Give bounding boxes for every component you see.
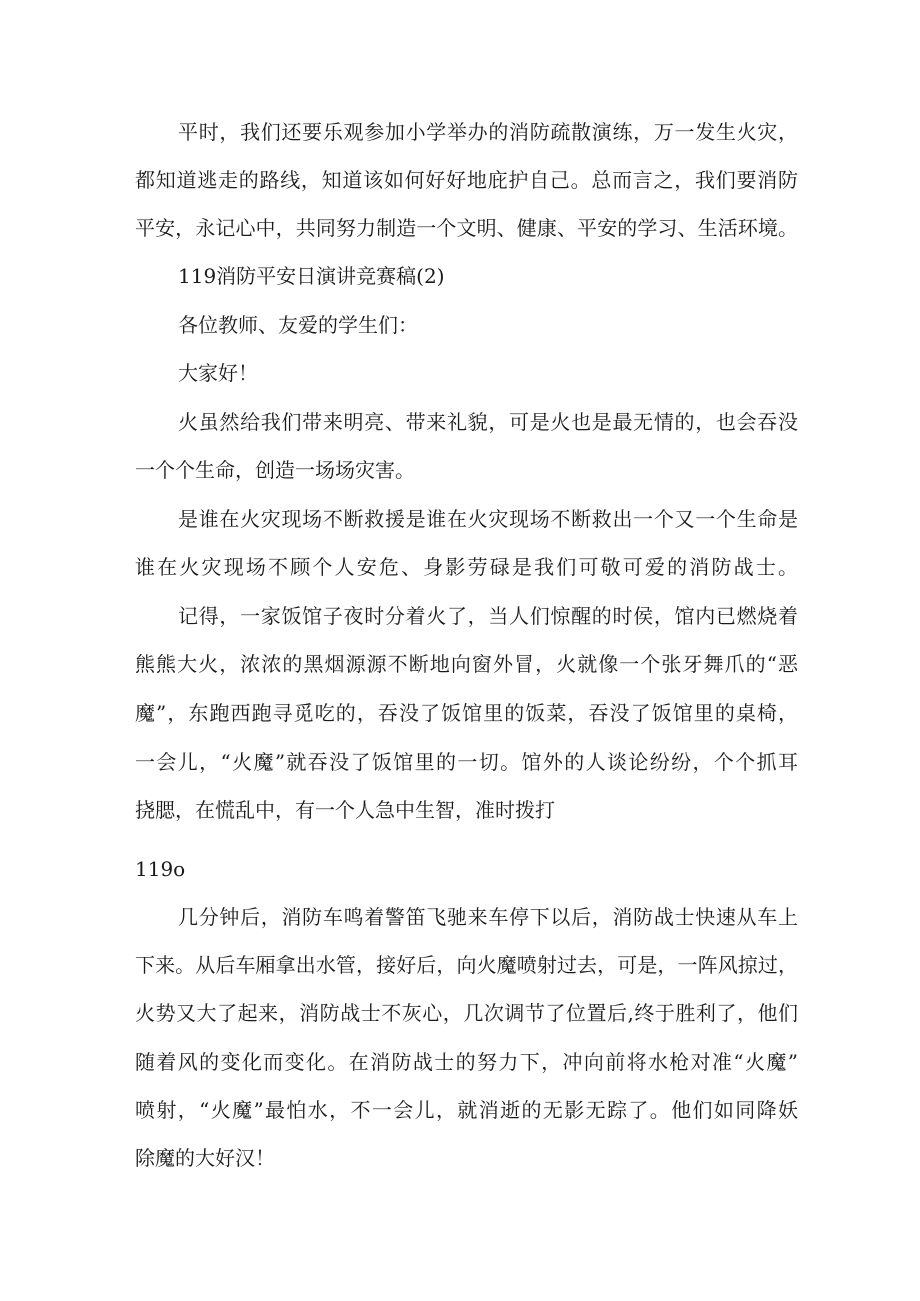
- paragraph-line: 火虽然给我们带来明亮、带来礼貌，可是火也是最无情的，也会吞没: [178, 410, 798, 434]
- salutation: 各位教师、友爱的学生们：: [178, 313, 418, 337]
- paragraph-line: 都知道逃走的路线，知道该如何好好地庇护自己。总而言之，我们要消防: [135, 168, 798, 192]
- paragraph-line: 谁在火灾现场不顾个人安危、身影劳碌是我们可敬可爱的消防战士。: [135, 555, 798, 579]
- paragraph-line: 随着风的变化而变化。在消防战士的努力下，冲向前将水枪对准“火魔”: [135, 1050, 798, 1074]
- paragraph-line: 除魔的大好汉！: [135, 1146, 275, 1170]
- paragraph-line: 一个个生命，创造一场场灾害。: [135, 458, 415, 482]
- paragraph-line: 119o: [135, 857, 186, 881]
- paragraph-line: 挠腮，在慌乱中，有一个人急中生智，准时拨打: [135, 798, 555, 822]
- paragraph-line: 一会儿，“火魔”就吞没了饭馆里的一切。馆外的人谈论纷纷，个个抓耳: [135, 750, 798, 774]
- greeting: 大家好！: [178, 361, 258, 385]
- paragraph-line: 平安，永记心中，共同努力制造一个文明、健康、平安的学习、生活环境。: [135, 216, 798, 240]
- paragraph-line: 喷射，“火魔”最怕水，不一会儿，就消逝的无影无踪了。他们如同降妖: [135, 1098, 798, 1122]
- paragraph-line: 熊熊大火，浓浓的黑烟源源不断地向窗外冒，火就像一个张牙舞爪的“恶: [135, 652, 798, 676]
- paragraph-line: 几分钟后，消防车鸣着警笛飞驰来车停下以后，消防战士快速从车上: [178, 905, 798, 929]
- section-title: 119消防平安日演讲竞赛稿(2): [178, 264, 445, 288]
- paragraph-line: 是谁在火灾现场不断救援是谁在火灾现场不断救出一个又一个生命是: [178, 507, 798, 531]
- paragraph-line: 魔”，东跑西跑寻觅吃的，吞没了饭馆里的饭菜，吞没了饭馆里的桌椅，: [135, 701, 798, 725]
- paragraph-line: 记得，一家饭馆子夜时分着火了，当人们惊醒的时侯，馆内已燃烧着: [178, 604, 798, 628]
- paragraph-line: 平时，我们还要乐观参加小学举办的消防疏散演练，万一发生火灾，: [178, 120, 798, 144]
- paragraph-line: 火势又大了起来，消防战士不灰心，几次调节了位置后,终于胜利了，他们: [135, 1001, 798, 1025]
- paragraph-line: 下来。从后车厢拿出水管，接好后，向火魔喷射过去，可是，一阵风掠过，: [135, 953, 798, 977]
